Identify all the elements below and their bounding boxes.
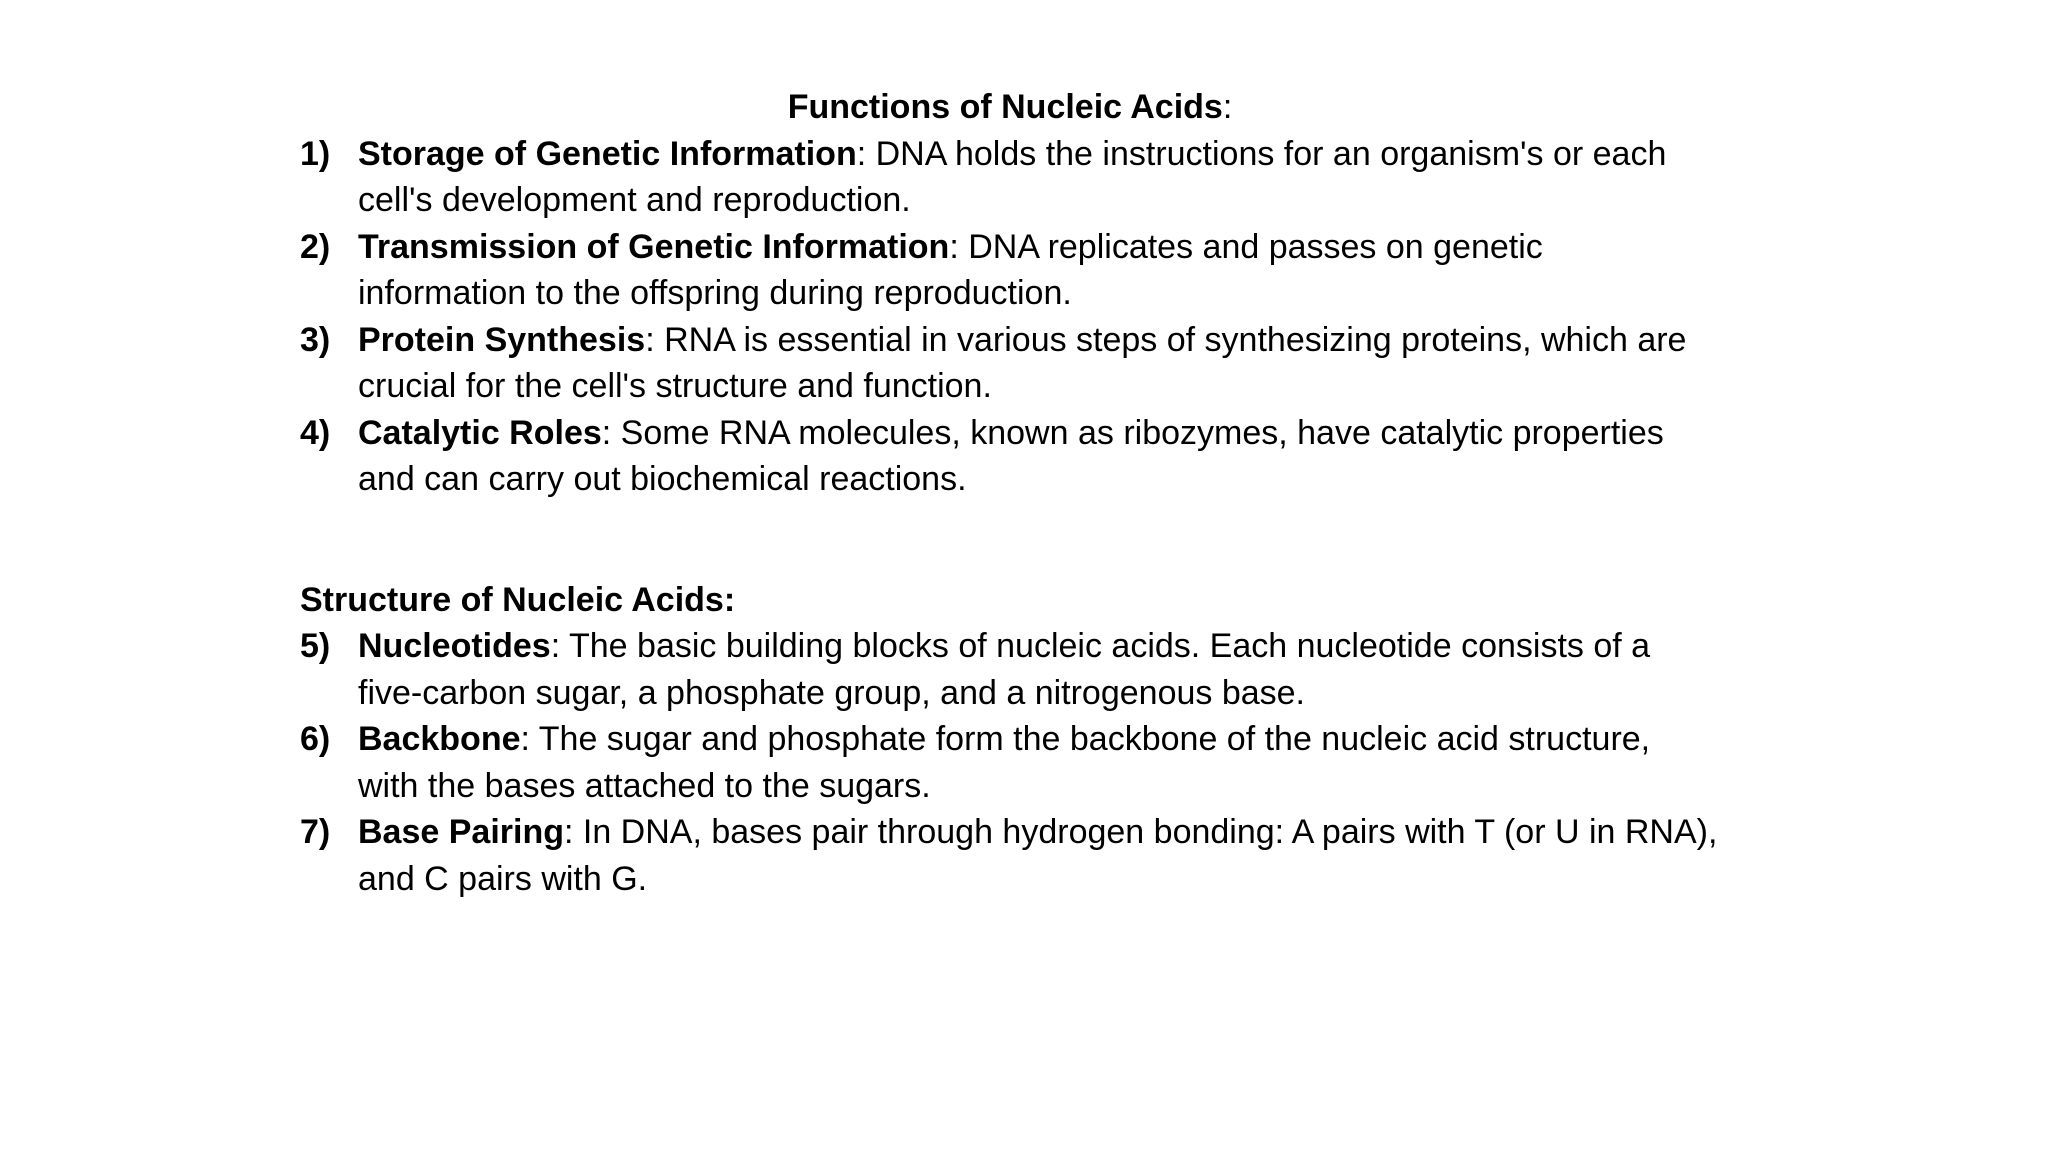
list-item [300, 410, 1720, 503]
item-number: 7) [300, 813, 331, 851]
item-text: : In DNA, bases pair through hydrogen bonding: A pairs with T (or U in RNA), and C pairs with G. [358, 813, 1718, 898]
functions-heading-title: Functions of Nucleic Acids [787, 88, 1223, 126]
functions-heading-colon: : [1222, 88, 1233, 126]
item-text: : RNA is essential in various steps of synthesizing proteins, which are crucial for the cell's structure and function. [358, 320, 1687, 405]
item-text: : DNA holds the instructions for an organism's or each cell's development and reproduction. [358, 134, 1667, 219]
item-text: : DNA replicates and passes on genetic information to the offspring during reproduction. [358, 227, 1543, 312]
item-term: Storage of Genetic Information [358, 134, 857, 173]
item-text: : The sugar and phosphate form the backbone of the nucleic acid structure, with the bases attached to the sugars. [358, 720, 1651, 805]
item-term: Base Pairing [358, 813, 564, 851]
item-number: 6) [300, 720, 331, 758]
item-text: : Some RNA molecules, known as ribozymes, have catalytic properties and can carry out biochemical reactions. [358, 413, 1664, 498]
item-number: 4) [300, 413, 331, 452]
list-item [300, 716, 1720, 809]
list-item [300, 224, 1720, 317]
item-term: Backbone [358, 720, 521, 758]
item-number: 5) [300, 627, 331, 665]
functions-list [300, 131, 1720, 503]
item-term: Catalytic Roles [358, 413, 602, 452]
list-item [300, 317, 1720, 410]
item-number: 2) [300, 227, 331, 266]
structure-heading: Structure of Nucleic Acids: [300, 580, 736, 619]
text-box [300, 84, 1720, 902]
item-term: Transmission of Genetic Information [358, 227, 950, 266]
item-term: Nucleotides [358, 627, 551, 665]
structure-list [300, 623, 1720, 902]
item-number: 1) [300, 134, 331, 173]
functions-heading [300, 84, 1720, 131]
list-item [300, 131, 1720, 224]
item-term: Protein Synthesis [358, 320, 646, 359]
item-text: : The basic building blocks of nucleic acids. Each nucleotide consists of a five-carbon sugar, a phosphate group, and a nitrogenous base. [358, 627, 1651, 712]
section-spacer [300, 503, 1720, 577]
list-item [300, 623, 1720, 716]
item-number: 3) [300, 320, 331, 359]
list-item [300, 809, 1720, 902]
